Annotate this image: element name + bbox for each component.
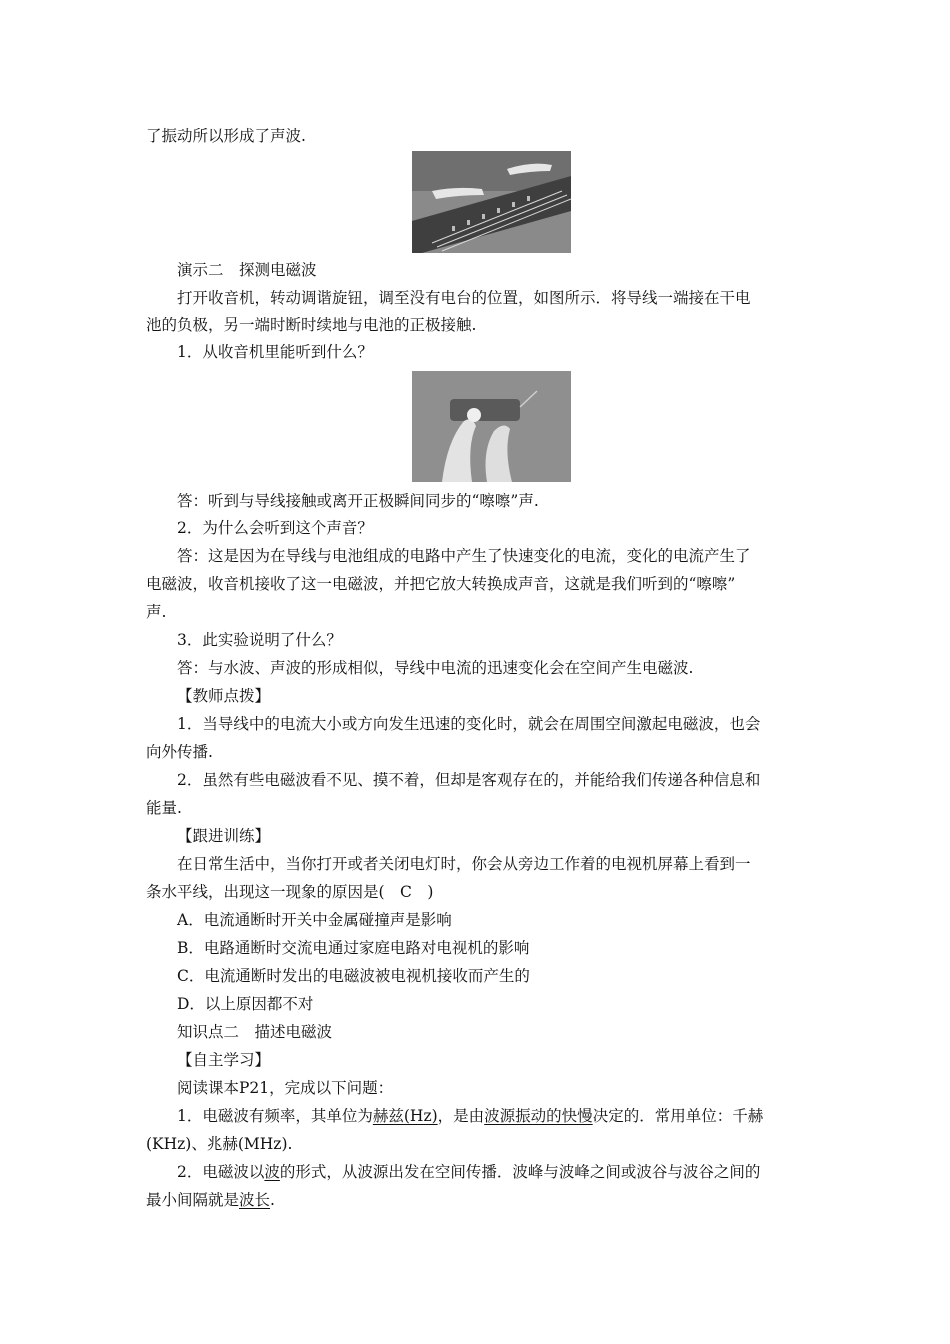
text-span: . xyxy=(270,1191,275,1209)
text-span: 2．电磁波以 xyxy=(177,1163,265,1181)
answer-line: 答：听到与导线接触或离开正极瞬间同步的“嚓嚓”声. xyxy=(177,492,539,510)
text-line: 条水平线，出现这一现象的原因是( C ) xyxy=(146,883,434,901)
text-line: 电磁波，收音机接收了这一电磁波，并把它放大转换成声音，这就是我们听到的“嚓嚓” xyxy=(146,575,736,593)
section-heading: 知识点二 描述电磁波 xyxy=(177,1023,333,1041)
text-span: 决定的．常用单位：千赫 xyxy=(592,1107,764,1125)
radio-experiment-photo xyxy=(412,371,571,482)
text-line: 1．当导线中的电流大小或方向发生迅速的变化时，就会在周围空间激起电磁波，也会 xyxy=(177,715,761,733)
answer-blank: 波源振动的快慢 xyxy=(484,1107,593,1125)
text-line: 向外传播. xyxy=(146,743,213,761)
text-line xyxy=(177,1106,837,1126)
text-line: 2．虽然有些电磁波看不见、摸不着，但却是客观存在的，并能给我们传递各种信息和 xyxy=(177,771,761,789)
answer-blank: 波长 xyxy=(239,1191,271,1209)
text-line: 能量. xyxy=(146,799,182,817)
text-line: 在日常生活中，当你打开或者关闭电灯时，你会从旁边工作着的电视机屏幕上看到一 xyxy=(177,855,751,873)
text-span: 1．电磁波有频率，其单位为 xyxy=(177,1107,373,1125)
section-heading: 【跟进训练】 xyxy=(177,827,271,845)
answer-blank: 赫兹(Hz) xyxy=(372,1107,438,1125)
text-line xyxy=(177,1162,837,1182)
option-c: C．电流通断时发出的电磁波被电视机接收而产生的 xyxy=(177,967,530,985)
answer-line: 答：与水波、声波的形成相似，导线中电流的迅速变化会在空间产生电磁波. xyxy=(177,659,694,677)
text-span: 的形式，从波源出发在空间传播．波峰与波峰之间或波谷与波谷之间的 xyxy=(279,1163,761,1181)
option-b: B．电路通断时交流电通过家庭电路对电视机的影响 xyxy=(177,939,530,957)
question-line: 1．从收音机里能听到什么？ xyxy=(177,343,373,361)
text-line: 了振动所以形成了声波. xyxy=(146,127,306,145)
text-line: 阅读课本P21，完成以下问题： xyxy=(177,1079,394,1097)
section-heading: 【教师点拨】 xyxy=(177,687,271,705)
answer-line: 答：这是因为在导线与电池组成的电路中产生了快速变化的电流，变化的电流产生了 xyxy=(177,547,751,565)
question-line: 2．为什么会听到这个声音？ xyxy=(177,519,373,537)
option-d: D．以上原因都不对 xyxy=(177,995,314,1013)
text-line: (KHz)、兆赫(MHz). xyxy=(146,1135,293,1153)
answer-blank: 波 xyxy=(264,1163,280,1181)
zither-image xyxy=(412,151,571,253)
section-heading: 演示二 探测电磁波 xyxy=(177,261,317,279)
text-span: 最小间隔就是 xyxy=(146,1191,240,1209)
question-line: 3．此实验说明了什么？ xyxy=(177,631,342,649)
option-a: A．电流通断时开关中金属碰撞声是影响 xyxy=(177,911,452,929)
text-line xyxy=(146,1190,806,1210)
text-line: 声. xyxy=(146,603,167,621)
text-line: 打开收音机，转动调谐旋钮，调至没有电台的位置，如图所示．将导线一端接在干电 xyxy=(177,289,751,307)
zither-photo xyxy=(412,151,571,253)
radio-image xyxy=(412,371,571,482)
section-heading: 【自主学习】 xyxy=(177,1051,271,1069)
text-line: 池的负极，另一端时断时续地与电池的正极接触. xyxy=(146,316,477,334)
text-span: ，是由 xyxy=(437,1107,485,1125)
